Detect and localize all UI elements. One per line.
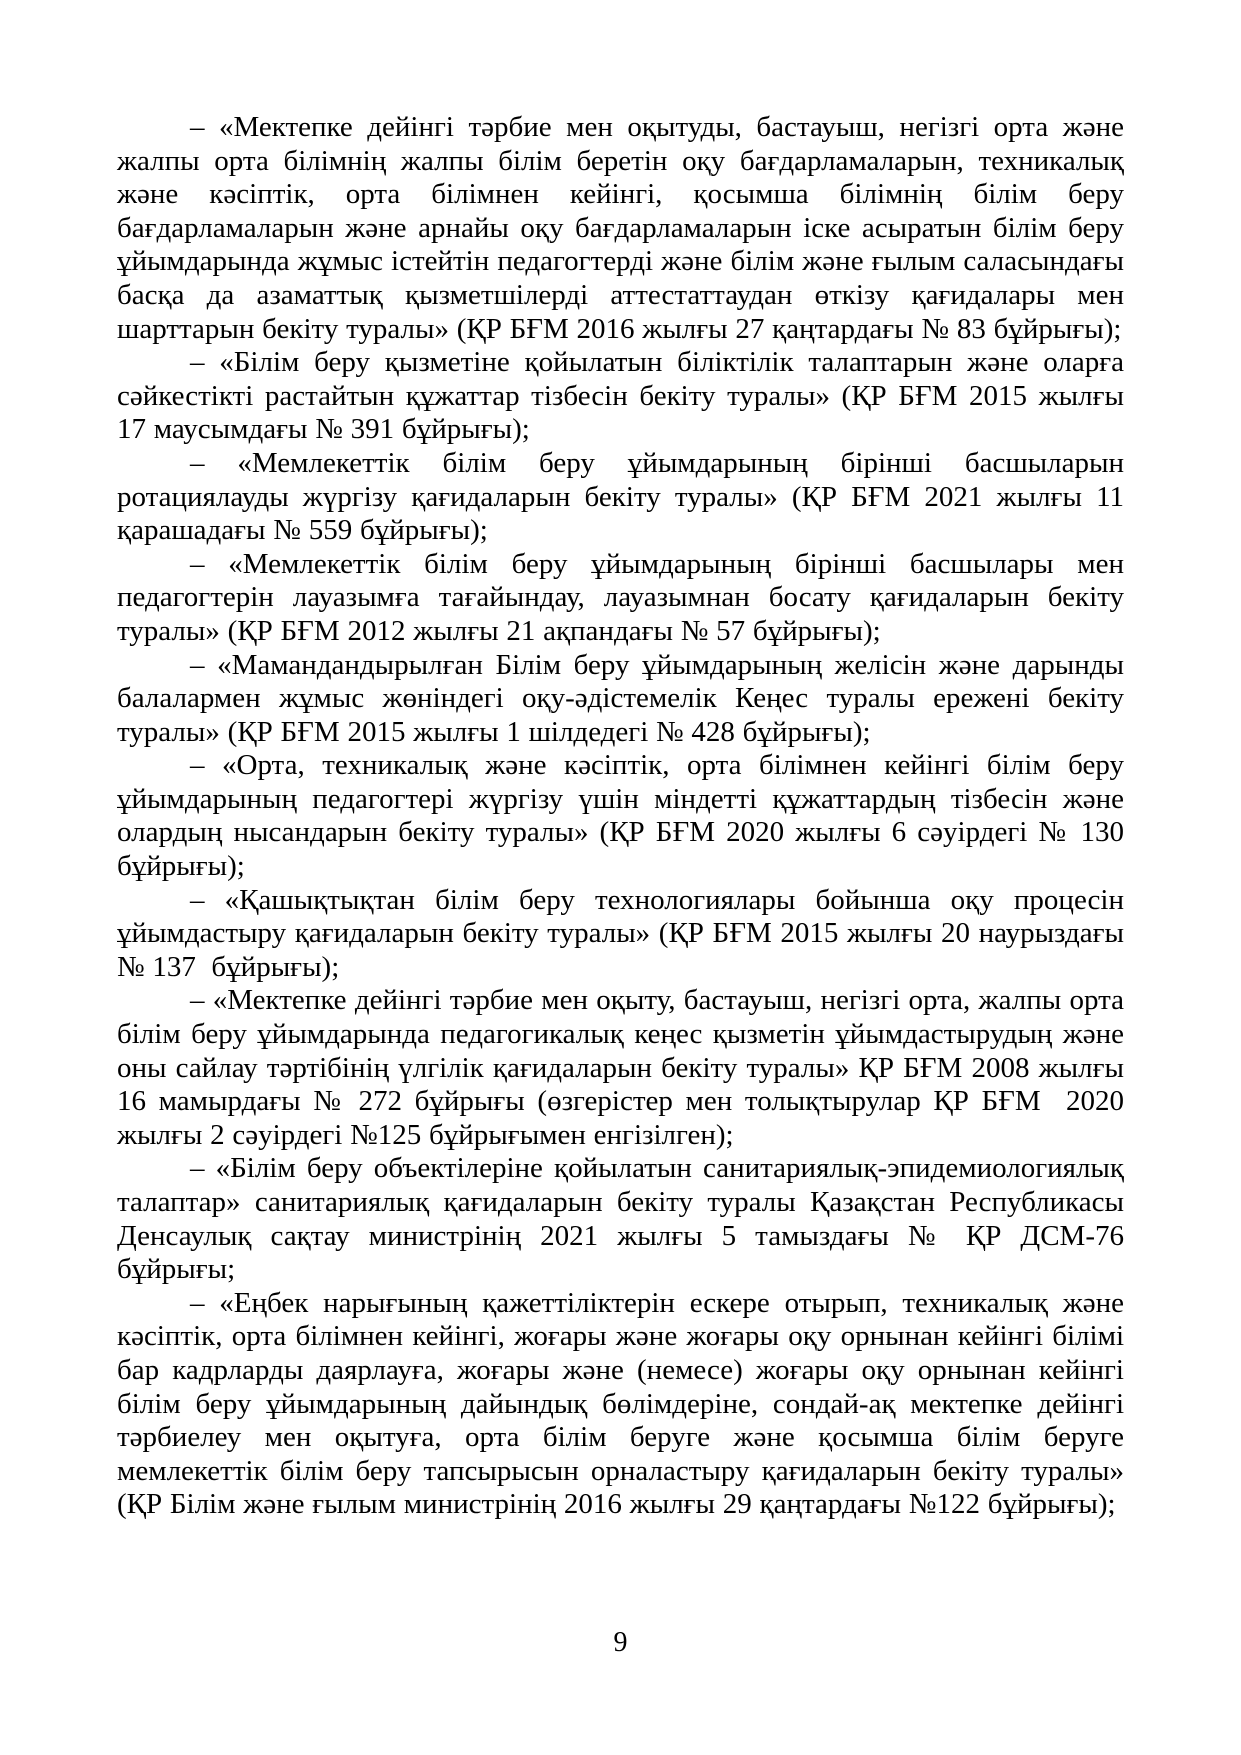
- paragraph-order-rotation-heads: – «Мемлекеттік білім беру ұйымдарының бірінші басшыларын ротациялауды жүргізу қағидаларын бекіту туралы» (ҚР БҒМ 2021 жылғы 11 қарашадағы № 559 бұйрығы);: [117, 446, 1124, 547]
- paragraph-order-specialized-network-council: – «Мамандандырылған Білім беру ұйымдарының желісін және дарынды балалармен жұмыс жөніндегі оқу-әдістемелік Кеңес туралы ережені бекіту туралы» (ҚР БҒМ 2015 жылғы 1 шілдедегі № 428 бұйрығы);: [117, 648, 1124, 748]
- paragraph-order-pedagogical-council: – «Мектепке дейінгі тәрбие мен оқыту, бастауыш, негізгі орта, жалпы орта білім беру ұйымдарында педагогикалық кеңес қызметін ұйымдастырудың және оны сайлау тәртібінің үлгілік қағидаларын бекіту туралы» ҚР БҒМ 2008 жылғы 16 мамырдағы № 272 бұйрығы (өзгерістер мен толықтырулар ҚР БҒМ 2020 жылғы 2 сәуірдегі №125 бұйрығымен енгізілген);: [117, 984, 1124, 1151]
- paragraph-order-mandatory-documents: – «Орта, техникалық және кәсіптік, орта білімнен кейінгі білім беру ұйымдарының педагогтері жүргізу үшін міндетті құжаттардың тізбесін және олардың нысандарын бекіту туралы» (ҚР БҒМ 2020 жылғы 6 сәуірдегі № 130 бұйрығы);: [117, 749, 1124, 883]
- paragraph-order-distance-learning: – «Қашықтықтан білім беру технологиялары бойынша оқу процесін ұйымдастыру қағидаларын бекіту туралы» (ҚР БҒМ 2015 жылғы 20 наурыздағы № 137 бұйрығы);: [117, 883, 1124, 983]
- paragraph-order-attestation: – «Мектепке дейінгі тәрбие мен оқытуды, бастауыш, негізгі орта және жалпы орта білімнің жалпы білім беретін оқу бағдарламаларын, техникалық және кәсіптік, орта білімнен кейінгі, қосымша білімнің білім беру бағдарламаларын және арнайы оқу бағдарламаларын іске асыратын білім беру ұйымдарында жұмыс істейтін педагогтерді және білім және ғылым саласындағы басқа да азаматтық қызметшілерді аттестаттаудан өткізу қағидалары мен шарттарын бекіту туралы» (ҚР БҒМ 2016 жылғы 27 қаңтардағы № 83 бұйрығы);: [117, 111, 1124, 345]
- paragraph-order-appointment-dismissal: – «Мемлекеттік білім беру ұйымдарының бірінші басшылары мен педагогтерін лауазымға тағайындау, лауазымнан босату қағидаларын бекіту туралы» (ҚР БҒМ 2012 жылғы 21 ақпандағы № 57 бұйрығы);: [117, 547, 1124, 647]
- paragraph-order-sanitary-requirements: – «Білім беру объектілеріне қойылатын санитариялық-эпидемиологиялық талаптар» санитариялық қағидаларын бекіту туралы Қазақстан Республикасы Денсаулық сақтау министрінің 2021 жылғы 5 тамыздағы № ҚР ДСМ-76 бұйрығы;: [117, 1152, 1124, 1286]
- paragraph-order-qualification-requirements: – «Білім беру қызметіне қойылатын біліктілік талаптарын және оларға сәйкестікті растайтын құжаттар тізбесін бекіту туралы» (ҚР БҒМ 2015 жылғы 17 маусымдағы № 391 бұйрығы);: [117, 346, 1124, 446]
- page-number: 9: [613, 1627, 628, 1658]
- document-body: [117, 111, 1124, 1522]
- paragraph-order-state-education-order: – «Еңбек нарығының қажеттіліктерін ескере отырып, техникалық және кәсіптік, орта білімнен кейінгі, жоғары және жоғары оқу орнынан кейінгі білімі бар кадрларды даярлауға, жоғары және (немесе) жоғары оқу орнынан кейінгі білім беру ұйымдарының дайындық бөлімдеріне, сондай-ақ мектепке дейінгі тәрбиелеу мен оқытуға, орта білім беруге және қосымша білім беруге мемлекеттік білім беру тапсырысын орналастыру қағидаларын бекіту туралы» (ҚР Білім және ғылым министрінің 2016 жылғы 29 қаңтардағы №122 бұйрығы);: [117, 1286, 1124, 1521]
